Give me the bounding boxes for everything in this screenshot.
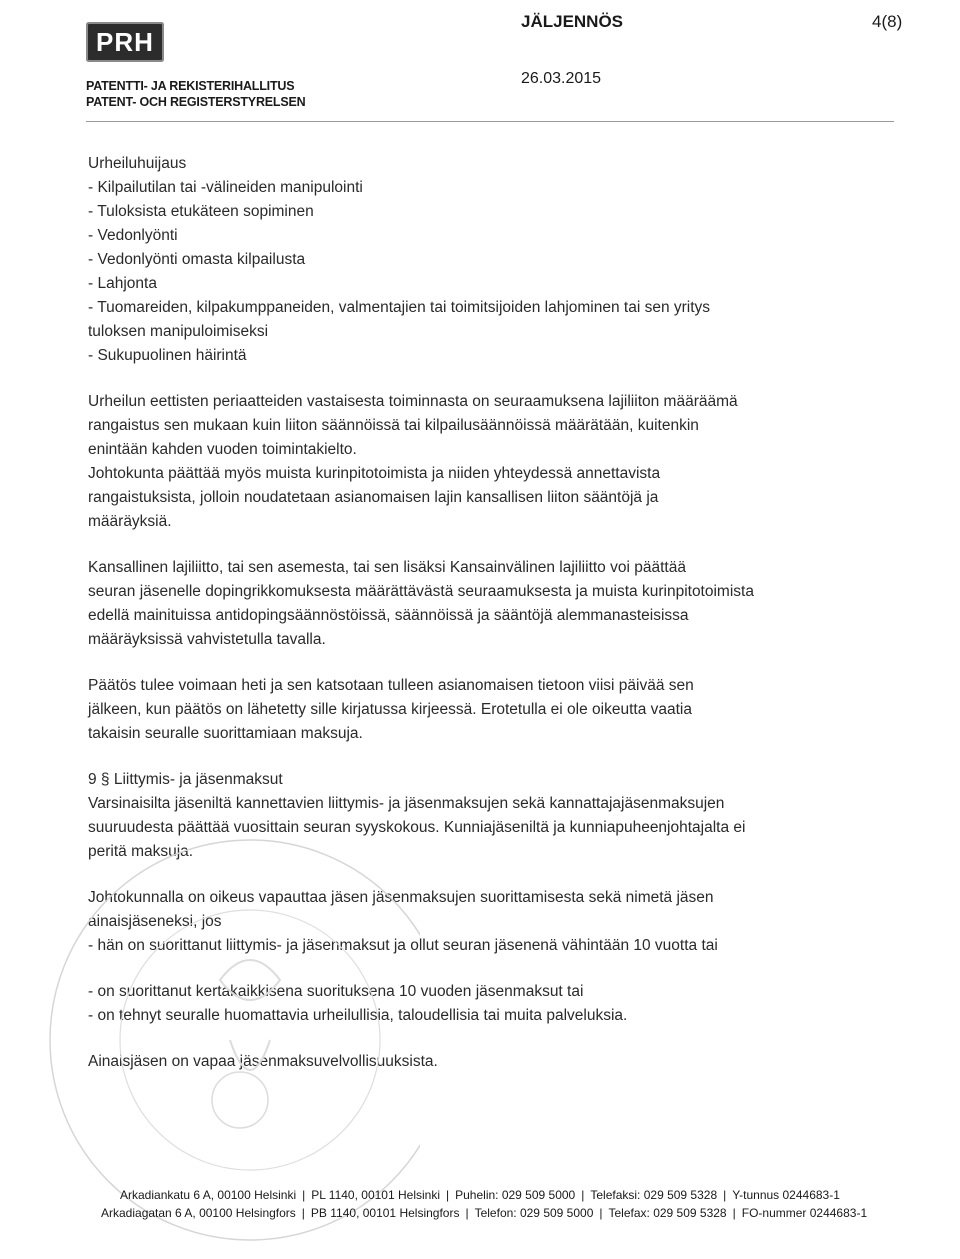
footer-item: Arkadiankatu 6 A, 00100 Helsinki — [120, 1188, 297, 1202]
paragraph-gap — [88, 368, 888, 390]
footer-item: PL 1140, 00101 Helsinki — [311, 1188, 440, 1202]
footer-separator: | — [723, 1188, 727, 1202]
footer-finnish — [120, 1188, 960, 1202]
page-number: 4(8) — [872, 12, 903, 31]
footer-separator: | — [302, 1188, 306, 1202]
footer-item: Telefax: 029 509 5328 — [608, 1206, 727, 1220]
body-line: jälkeen, kun päätös on lähetetty sille kirjatussa kirjeessä. Erotetulla ei ole oikeutta vaatia — [88, 701, 692, 718]
body-line: peritä maksuja. — [88, 843, 194, 860]
body-line: suuruudesta päättää vuosittain seuran syyskokous. Kunniajäseniltä ja kunniapuheenjohtajalta ei — [88, 819, 746, 836]
body-line: rangaistuksista, jolloin noudatetaan asianomaisen lajin kansallisen liiton sääntöjä ja — [88, 489, 659, 506]
body-line: - hän on suorittanut liittymis- ja jäsenmaksut ja ollut seuran jäsenenä vähintään 10 vuotta tai — [88, 937, 718, 954]
footer-separator: | — [446, 1188, 450, 1202]
footer-item: FO-nummer 0244683-1 — [741, 1206, 868, 1220]
body-line: ainaisjäseneksi, jos — [88, 913, 222, 930]
body-line: - Vedonlyönti — [88, 227, 178, 244]
footer-item: PB 1140, 00101 Helsingfors — [310, 1206, 460, 1220]
body-line: Kansallinen lajiliitto, tai sen asemesta, tai sen lisäksi Kansainvälinen lajiliitto voi päättää — [88, 559, 686, 576]
body-line: Johtokunnalla on oikeus vapauttaa jäsen jäsenmaksujen suorittamisesta sekä nimetä jäsen — [88, 889, 714, 906]
org-name-finnish: PATENTTI- JA REKISTERIHALLITUS — [86, 79, 295, 93]
logo-text: PRH — [96, 26, 154, 57]
body-line: - Lahjonta — [88, 275, 157, 292]
body-line: 9 § Liittymis- ja jäsenmaksut — [88, 771, 283, 788]
body-line: - Tuomareiden, kilpakumppaneiden, valmentajien tai toimitsijoiden lahjominen tai sen yritys — [88, 299, 711, 316]
body-line: tuloksen manipuloimiseksi — [88, 323, 269, 340]
body-line: - Vedonlyönti omasta kilpailusta — [88, 251, 306, 268]
body-line: Varsinaisilta jäseniltä kannettavien liittymis- ja jäsenmaksujen sekä kannattajajäsenmaksujen — [88, 795, 725, 812]
paragraph-gap — [88, 652, 888, 674]
footer-item: Telefon: 029 509 5000 — [474, 1206, 594, 1220]
body-line: - Sukupuolinen häirintä — [88, 347, 247, 364]
body-line: Päätös tulee voimaan heti ja sen katsotaan tulleen asianomaisen tietoon viisi päivää sen — [88, 677, 694, 694]
footer-item: Telefaksi: 029 509 5328 — [590, 1188, 718, 1202]
footer-separator: | — [301, 1206, 305, 1220]
body-line: Urheilun eettisten periaatteiden vastaisesta toiminnasta on seuraamuksena lajiliiton määräämä — [88, 393, 738, 410]
body-line: Ainaisjäsen on vapaa jäsenmaksuvelvollisuuksista. — [88, 1053, 438, 1070]
header-divider — [86, 121, 894, 122]
paragraph-gap — [88, 1028, 888, 1050]
document-body — [88, 152, 888, 1074]
org-name-swedish: PATENT- OCH REGISTERSTYRELSEN — [86, 95, 306, 109]
footer-item: Puhelin: 029 509 5000 — [455, 1188, 576, 1202]
body-line: takaisin seuralle suorittamiaan maksuja. — [88, 725, 363, 742]
paragraph-gap — [88, 958, 888, 980]
paragraph-gap — [88, 746, 888, 768]
body-line: seuran jäsenelle dopingrikkomuksesta määrättävästä seuraamuksesta ja muista kurinpitotoimista — [88, 583, 754, 600]
document-date: 26.03.2015 — [521, 70, 602, 87]
footer-swedish — [101, 1206, 960, 1220]
document-type: JÄLJENNÖS — [521, 12, 624, 31]
body-line: määräyksissä vahvistetulla tavalla. — [88, 631, 326, 648]
footer-item: Y-tunnus 0244683-1 — [732, 1188, 840, 1202]
body-line: rangaistus sen mukaan kuin liiton säännöissä tai kilpailusäännöissä määrätään, kuitenkin — [88, 417, 699, 434]
body-line: enintään kahden vuoden toimintakielto. — [88, 441, 357, 458]
paragraph-gap — [88, 534, 888, 556]
footer-item: Arkadiagatan 6 A, 00100 Helsingfors — [101, 1206, 296, 1220]
prh-logo — [86, 22, 164, 62]
footer-separator: | — [465, 1206, 469, 1220]
footer-separator: | — [732, 1206, 736, 1220]
body-line: - Kilpailutilan tai -välineiden manipulointi — [88, 179, 363, 196]
body-line: - on suorittanut kertakaikkisena suorituksena 10 vuoden jäsenmaksut tai — [88, 983, 584, 1000]
body-line: - Tuloksista etukäteen sopiminen — [88, 203, 314, 220]
body-line: Urheiluhuijaus — [88, 155, 187, 172]
footer-separator: | — [581, 1188, 585, 1202]
body-line: Johtokunta päättää myös muista kurinpitotoimista ja niiden yhteydessä annettavista — [88, 465, 661, 482]
body-line: määräyksiä. — [88, 513, 172, 530]
footer-separator: | — [599, 1206, 603, 1220]
body-line: - on tehnyt seuralle huomattavia urheilullisia, taloudellisia tai muita palveluksia. — [88, 1007, 628, 1024]
paragraph-gap — [88, 864, 888, 886]
body-line: edellä mainituissa antidopingsäännöstöissä, säännöissä ja sääntöjä alemmanasteisissa — [88, 607, 689, 624]
